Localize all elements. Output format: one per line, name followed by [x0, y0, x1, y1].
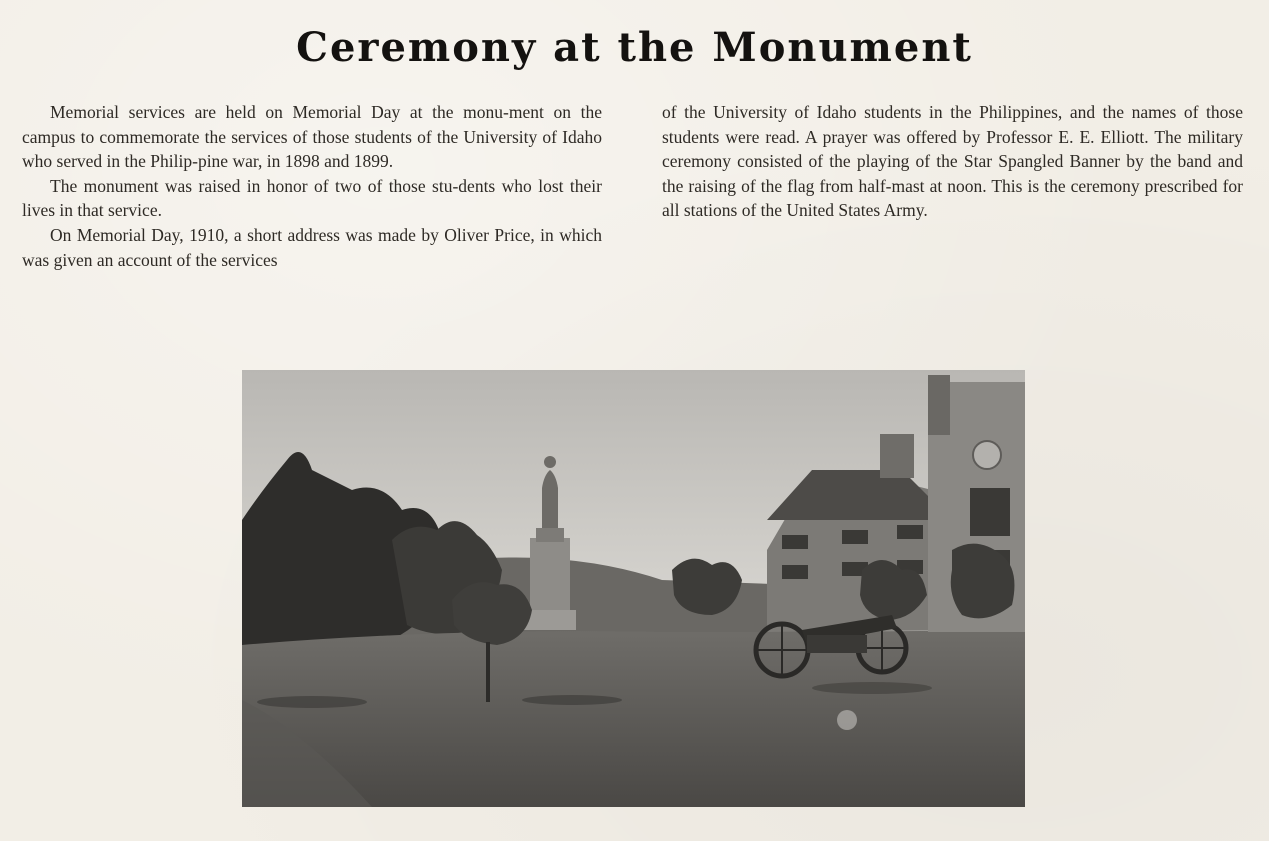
- paragraph: On Memorial Day, 1910, a short address was made by Oliver Price, in which was given an account of the services: [22, 224, 602, 270]
- clock-face: [973, 441, 1001, 469]
- monument-pedestal: [530, 538, 570, 620]
- paragraph: of the University of Idaho students in the Philippines, and the names of those students were read. A prayer was offered by Professor E. E. Elliott. The military ceremony consisted of the playing of the Star Spangled Banner by the band and the raising of the flag from half-mast at noon. This is the ceremony prescribed for all stations of the United States Army.: [662, 102, 1243, 221]
- chimney: [880, 434, 914, 478]
- paragraph: Memorial services are held on Memorial Day at the monu-ment on the campus to commemorate the services of those students of the University of Idaho who served in the Philip-pine war, in 1898 and 1899.: [22, 102, 602, 172]
- page-title: Ceremony at the Monument: [296, 24, 973, 71]
- text-column-left: [22, 100, 602, 272]
- text-column-right: [662, 100, 1243, 223]
- paragraph: The monument was raised in honor of two of those stu-dents who lost their lives in that service.: [22, 175, 602, 221]
- soldier-statue: [542, 470, 558, 528]
- lawn: [242, 630, 1025, 807]
- monument-photograph: [242, 370, 1025, 807]
